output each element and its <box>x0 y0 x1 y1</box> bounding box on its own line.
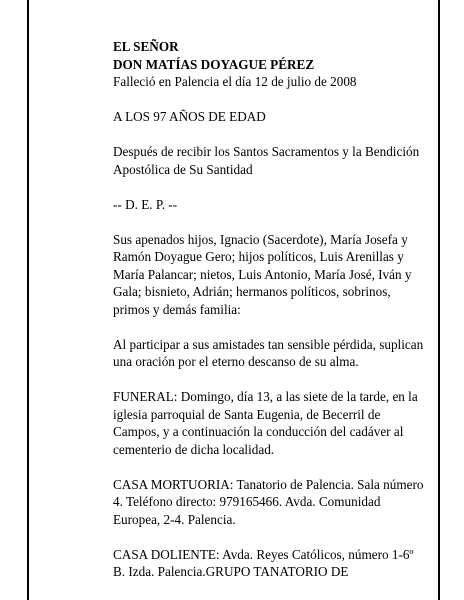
death-date-line: Falleció en Palencia el día 12 de julio de 2008 <box>113 74 357 89</box>
title-line-2: DON MATÍAS DOYAGUE PÉREZ <box>113 56 315 72</box>
age-line: A LOS 97 AÑOS DE EDAD <box>113 109 266 124</box>
sacraments-paragraph: Después de recibir los Santos Sacramentos y la Bendición Apostólica de Su Santidad <box>113 144 420 177</box>
family-paragraph: Sus apenados hijos, Ignacio (Sacerdote), María Josefa y Ramón Doyague Gero; hijos políticos, Luis Arenillas y María Palancar; nietos, Luis Antonio, María José, Iván y Gala; bisnieto, Adrián; hermanos políticos, sobrinos, primos y demás familia: <box>113 231 412 317</box>
title-line-1: EL SEÑOR <box>113 39 179 54</box>
mourning-house-paragraph: CASA DOLIENTE: Avda. Reyes Católicos, número 1-6º B. Izda. Palencia.GRUPO TANATORIO DE <box>113 546 414 579</box>
obituary-notice <box>113 38 425 581</box>
dep-line: -- D. E. P. -- <box>113 196 178 212</box>
funeral-paragraph: FUNERAL: Domingo, día 13, a las siete de la tarde, en la iglesia parroquial de Santa Eugenia, de Becerril de Campos, y a continuación la conducción del cadáver al cementerio de dicha localidad. <box>113 389 418 457</box>
left-border-line <box>27 0 29 600</box>
request-paragraph: Al participar a sus amistades tan sensible pérdida, suplican una oración por el eterno descanso de su alma. <box>113 336 424 369</box>
right-border-line <box>438 0 440 600</box>
mortuary-paragraph: CASA MORTUORIA: Tanatorio de Palencia. Sala número 4. Teléfono directo: 979165466. Avda. Comunidad Europea, 2-4. Palencia. <box>113 476 424 527</box>
